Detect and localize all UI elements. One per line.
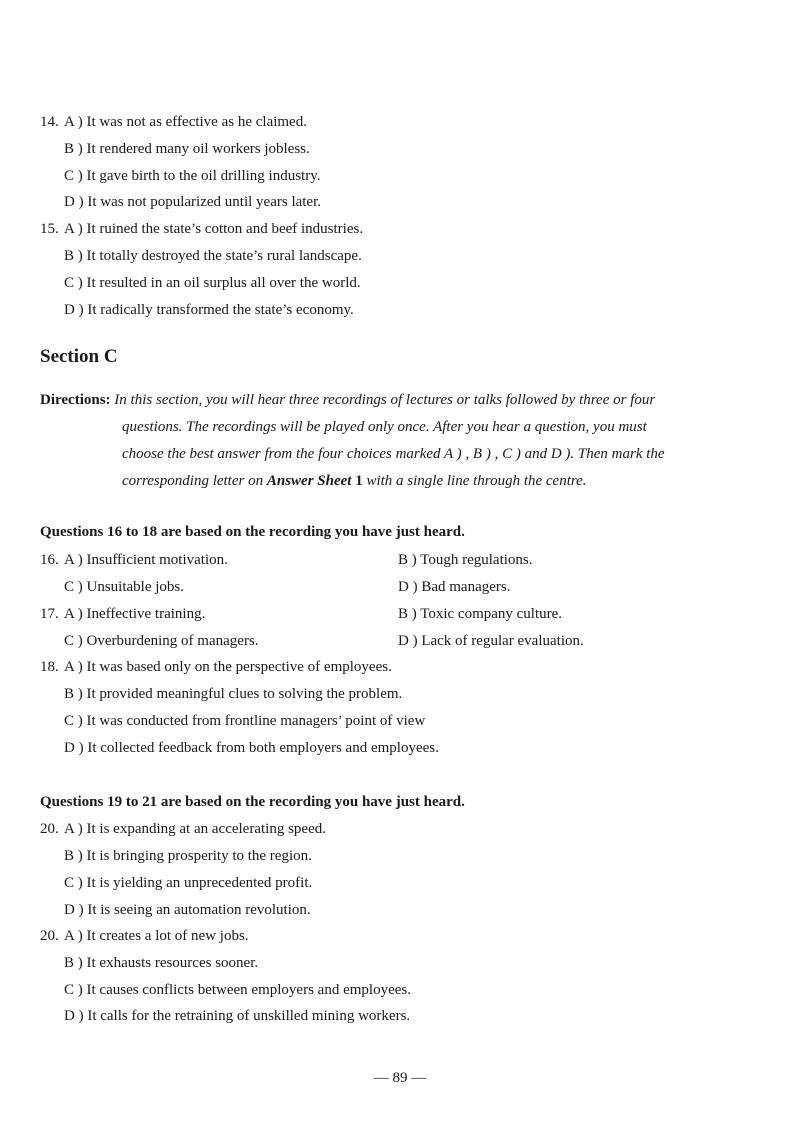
option-18-c: C ) It was conducted from frontline managers’ point of view: [64, 713, 426, 729]
option-16-b: B ) Tough regulations.: [398, 552, 533, 568]
option-17-c: C ) Overburdening of managers.: [64, 633, 259, 649]
option-15-d: D ) It radically transformed the state’s economy.: [64, 302, 354, 318]
option-17-a: A ) Ineffective training.: [64, 606, 206, 622]
directions-line-4-part-d: with a single line through the centre.: [362, 473, 587, 489]
option-18-b: B ) It provided meaningful clues to solving the problem.: [64, 686, 403, 702]
option-16-c: C ) Unsuitable jobs.: [64, 579, 184, 595]
option-20b-a: A ) It creates a lot of new jobs.: [64, 928, 249, 944]
option-16-a: A ) Insufficient motivation.: [64, 552, 228, 568]
option-15-a: A ) It ruined the state’s cotton and beef industries.: [64, 221, 364, 237]
question-number: 20.: [40, 821, 59, 837]
option-20b-c: C ) It causes conflicts between employers and employees.: [64, 982, 411, 998]
directions-block: [40, 387, 740, 495]
answer-sheet-number: 1: [351, 473, 363, 489]
directions-label: Directions: [40, 392, 106, 408]
section-title: Section C: [40, 346, 118, 367]
option-15-b: B ) It totally destroyed the state’s rural landscape.: [64, 248, 362, 264]
option-14-d: D ) It was not popularized until years later.: [64, 194, 322, 210]
page-number: — 89 —: [373, 1070, 427, 1086]
answer-sheet-label: Answer Sheet: [266, 473, 352, 489]
directions-line-3: choose the best answer from the four choices marked A ) , B ) , C ) and D ). Then mark the: [122, 446, 665, 462]
option-17-d: D ) Lack of regular evaluation.: [398, 633, 584, 649]
directions-line-4: [40, 468, 740, 495]
group-heading-19-21: Questions 19 to 21 are based on the recording you have just heard.: [40, 794, 465, 810]
option-20b-b: B ) It exhausts resources sooner.: [64, 955, 259, 971]
directions-colon: :: [105, 392, 111, 408]
option-17-b: B ) Toxic company culture.: [398, 606, 563, 622]
option-18-a: A ) It was based only on the perspective of employees.: [64, 659, 392, 675]
option-14-a: A ) It was not as effective as he claimed.: [64, 114, 307, 130]
question-number: 15.: [40, 221, 59, 237]
directions-line-1: In this section, you will hear three recordings of lectures or talks followed by three or four: [114, 392, 656, 408]
option-20b-d: D ) It calls for the retraining of unskilled mining workers.: [64, 1008, 411, 1024]
option-18-d: D ) It collected feedback from both employers and employees.: [64, 740, 439, 756]
option-20a-a: A ) It is expanding at an accelerating speed.: [64, 821, 326, 837]
option-14-b: B ) It rendered many oil workers jobless.: [64, 141, 310, 157]
question-number: 17.: [40, 606, 59, 622]
option-14-c: C ) It gave birth to the oil drilling industry.: [64, 168, 321, 184]
option-16-d: D ) Bad managers.: [398, 579, 511, 595]
question-number: 20.: [40, 928, 59, 944]
question-number: 14.: [40, 114, 59, 130]
question-number: 16.: [40, 552, 59, 568]
directions-line-2: questions. The recordings will be played only once. After you hear a question, you must: [122, 419, 647, 435]
option-20a-b: B ) It is bringing prosperity to the region.: [64, 848, 312, 864]
question-number: 18.: [40, 659, 59, 675]
group-heading-16-18: Questions 16 to 18 are based on the recording you have just heard.: [40, 524, 465, 540]
directions-line-4-part-a: corresponding letter on: [122, 473, 267, 489]
option-20a-d: D ) It is seeing an automation revolution.: [64, 902, 311, 918]
option-20a-c: C ) It is yielding an unprecedented profit.: [64, 875, 313, 891]
option-15-c: C ) It resulted in an oil surplus all over the world.: [64, 275, 361, 291]
